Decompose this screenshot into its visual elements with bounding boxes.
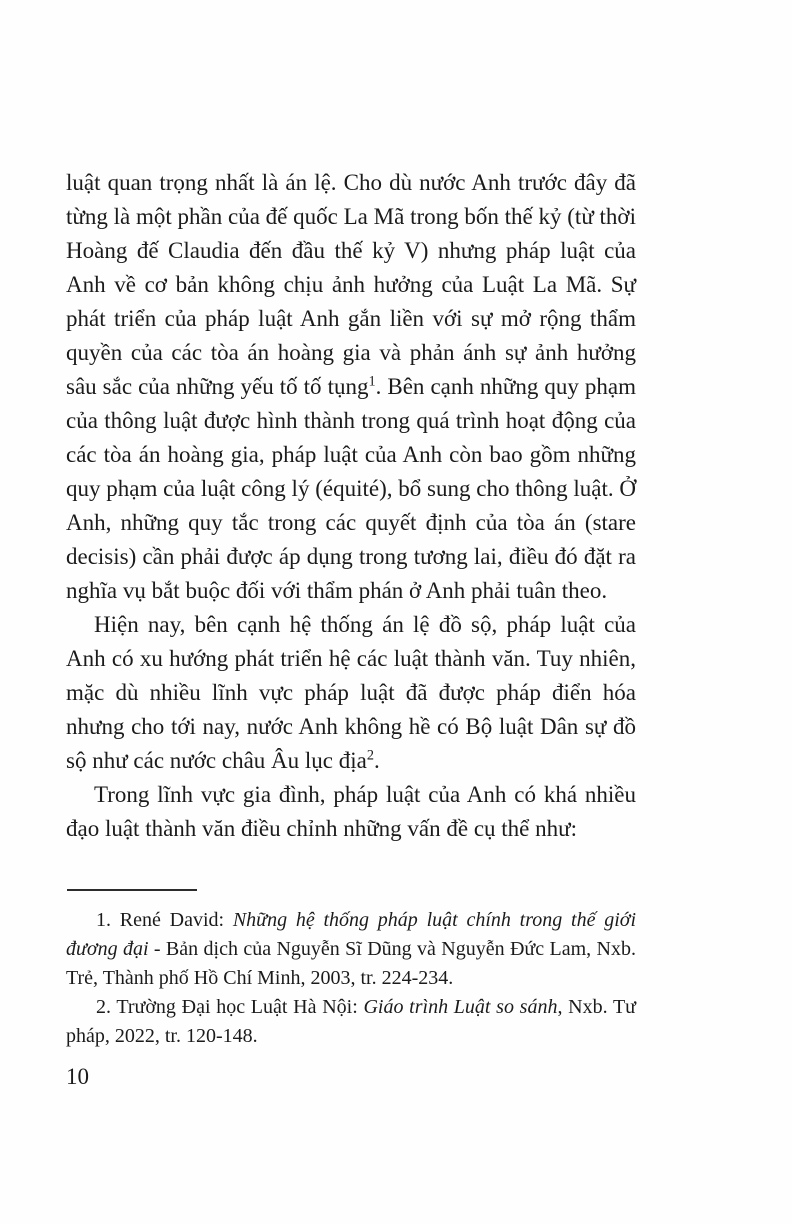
paragraph-1-text-before-ref: luật quan trọng nhất là án lệ. Cho dù nước Anh trước đây đã từng là một phần của đế quốc La Mã trong bốn thế kỷ (từ thời Hoàng đế Claudia đến đầu thế kỷ V) nhưng pháp luật của Anh về cơ bản không chịu ảnh hưởng của Luật La Mã. Sự phát triển của pháp luật Anh gắn liền với sự mở rộng thẩm quyền của các tòa án hoàng gia và phản ánh sự ảnh hưởng sâu sắc của những yếu tố tố tụng — [66, 170, 636, 399]
footnote-2-book-title: Giáo trình Luật so sánh — [363, 996, 558, 1018]
footnote-2-rest: , Nxb. Tư pháp, 2022, tr. 120-148. — [66, 996, 637, 1047]
footnote-2-lead: 2. Trường Đại học Luật Hà Nội: — [96, 996, 364, 1018]
footnote-1-book-title: Những hệ thống pháp luật chính trong thế giới đương đại — [66, 909, 636, 960]
footnote-ref-2: 2 — [366, 747, 374, 764]
footnote-separator-rule — [67, 889, 197, 891]
paragraph-3: Trong lĩnh vực gia đình, pháp luật của Anh có khá nhiều đạo luật thành văn điều chỉnh những vấn đề cụ thể như: — [66, 782, 636, 841]
page-number: 10 — [66, 1064, 89, 1089]
footnote-1-rest: - Bản dịch của Nguyễn Sĩ Dũng và Nguyễn Đức Lam, Nxb. Trẻ, Thành phố Hồ Chí Minh, 2003, tr. 224-234. — [66, 938, 636, 989]
footnotes-section — [66, 906, 636, 1051]
footnote-ref-1: 1 — [368, 373, 376, 390]
paragraph-1-text-after-ref: . Bên cạnh những quy phạm của thông luật được hình thành trong quá trình hoạt động của các tòa án hoàng gia, pháp luật của Anh còn bao gồm những quy phạm của luật công lý (équité), bổ sung cho thông luật. Ở Anh, những quy tắc trong các quyết định của tòa án (stare decisis) cần phải được áp dụng trong tương lai, điều đó đặt ra nghĩa vụ bắt buộc đối với thẩm phán ở Anh phải tuân theo. — [66, 374, 636, 603]
paragraph-1 — [66, 166, 636, 608]
page-body-text — [66, 166, 636, 846]
paragraph-2-text-before-ref: Hiện nay, bên cạnh hệ thống án lệ đồ sộ, pháp luật của Anh có xu hướng phát triển hệ các luật thành văn. Tuy nhiên, mặc dù nhiều lĩnh vực pháp luật đã được pháp điển hóa nhưng cho tới nay, nước Anh không hề có Bộ luật Dân sự đồ sộ như các nước châu Âu lục địa — [66, 612, 636, 773]
paragraph-2 — [66, 608, 636, 778]
footnote-2 — [66, 993, 636, 1051]
footnote-1 — [66, 906, 636, 993]
paragraph-2-text-after-ref: . — [373, 748, 380, 773]
footnote-1-lead: 1. René David: — [96, 909, 233, 931]
